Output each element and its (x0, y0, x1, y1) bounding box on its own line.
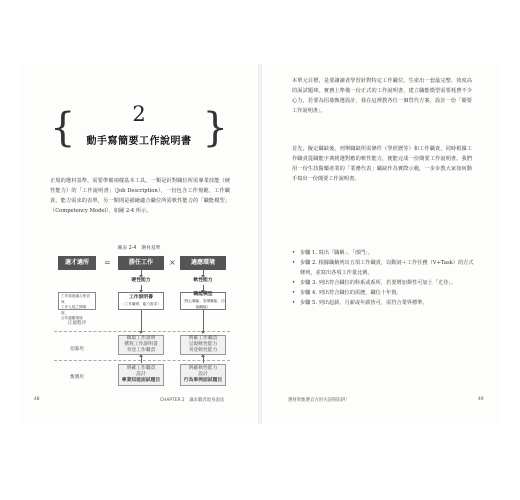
step-item: • 步驟 1. 寫出「職稱」、「部門」。 (292, 248, 476, 258)
step-item: • 步驟 2. 根據職稱列出五項工作職責，以動詞＋工作任務（V+Task）的方式條列，並寫出各項工作量比例。 (292, 258, 476, 278)
hire-job-box (118, 364, 164, 386)
hire-soft-line: 設計 (198, 372, 208, 377)
right-person-right-job-box: 適才適所 (58, 256, 96, 270)
step-item: • 步驟 3. 列出符合職位的科系或系所，若要增加彈性可加上「尤佳」。 (292, 278, 476, 288)
left-page (20, 64, 258, 424)
left-page-number: 48 (34, 397, 40, 402)
row-label-formal: 正規程序 (67, 321, 87, 326)
arrow-up-icon (203, 356, 204, 363)
left-running-head: CHAPTER 2 讓求職者現身說法 (160, 398, 225, 403)
method-paragraph: 首先，擬定職缺後，列舉職缺所需條件（學經歷等）和工作職責，同時根據工作職責從職能字典挑選對應的軟性能力，便能完成一份簡要工作說明書。我們用一份生技醫藥產業的「業務代表」職缺作為實際示範，一步步教大家如何動手寫出一份簡要工作說明書。 (292, 146, 472, 182)
hire-job-line: 專業知能面試題目 (121, 378, 161, 383)
job-description-title: 工作說明書 (129, 295, 153, 300)
hire-job-line: 設計 (136, 372, 146, 377)
arrow-down-icon (203, 285, 204, 291)
right-page-number: 49 (478, 397, 484, 402)
selection-criteria-diagram (54, 252, 230, 392)
times-sign: × (169, 258, 176, 267)
recruit-job-line: 撰寫工作說明書 (124, 342, 158, 347)
hire-soft-box (180, 364, 226, 386)
recruit-job-box (118, 335, 164, 355)
recruit-soft-line: 呈現軟性能力 (188, 342, 218, 347)
arrow-down-icon (203, 270, 204, 276)
recruit-soft-line: 刊登軟性能力 (188, 348, 218, 353)
intro-paragraph: 正規的選材基準，需要準備兩樣基本工具。一類是針對職位所需專業技能（硬性能力）的「工作說明書」（Job Description），一份包含工作規範、工作職責、能力需求的表單，另一類則是描繪適合職位所需軟性能力的「職能模型」（Competency Model），如圖 2-4 所示。 (50, 178, 230, 214)
right-running-head: 選材與甄選官方的失誤與陷阱！ (288, 398, 350, 403)
chapter-title: 動手寫簡要工作說明書 (86, 136, 192, 147)
recruit-job-line: 刊登工作職責 (126, 348, 156, 353)
step-item: • 步驟 4. 列出符合職位的需歷，職位十年資。 (292, 288, 476, 298)
right-brace-ornament: } (202, 105, 228, 151)
arrow-down-icon (141, 285, 142, 291)
steps-list (292, 248, 476, 308)
competency-model-title: 職能模型 (193, 292, 213, 297)
note-line: 工作人員之間環境、 (61, 305, 87, 315)
environment-fit-box: 適應環境 (180, 256, 226, 270)
hire-job-line: 明確工作職責 (126, 366, 156, 371)
job-description-sub: （工作職責、能力需求） (121, 302, 161, 306)
soft-skills-label: 軟性能力 (193, 278, 213, 283)
chapter-number: 2 (132, 102, 146, 126)
recruit-soft-box (180, 335, 226, 355)
objective-paragraph: 本單元目標，是要讓讀者學習針對特定工作職位，生產出一套最完整、效度高的面試題庫。實務上準備一份正式的工作說明書，建立職能模型需要耗費不少心力，若要為招募甄選設計，我在這裡教各位一個替代方案，設計一份「簡要工作說明書」。 (292, 78, 472, 114)
right-page (262, 64, 500, 424)
book-spread (20, 64, 500, 424)
arrow-down-icon (141, 270, 142, 276)
row-label-recruit: 招募用 (70, 347, 84, 352)
arrow-up-icon (141, 356, 142, 363)
equals-sign: = (104, 258, 111, 267)
figure-caption: 圖表 2-4 選材基準 (117, 246, 161, 251)
recruit-job-line: 擷取工作說明 (126, 336, 156, 341)
recruit-soft-line: 明確工作職責 (188, 336, 218, 341)
hire-soft-line: 行為事例面試題目 (183, 378, 223, 383)
note-line: 工作環境適合度須與 (61, 294, 90, 304)
job-competence-box: 勝任工作 (118, 256, 164, 270)
competency-model-sub: （核心職能、管理職能、功能職能） (181, 299, 225, 309)
step-item: • 步驟 5. 列出起薪、月薪或年薪皆可，需符合業界標準。 (292, 298, 476, 308)
row-label-hire: 甄選用 (70, 375, 84, 380)
arrow-down-icon (141, 310, 142, 332)
hard-skills-label: 硬性能力 (131, 278, 151, 283)
chapter-header (50, 100, 228, 158)
hire-soft-line: 明確軟性能力 (188, 366, 218, 371)
competency-model-box (180, 292, 226, 310)
left-brace-ornament: { (50, 105, 76, 151)
note-box (58, 292, 96, 320)
note-line: 合作適應環境 (61, 316, 83, 320)
job-description-box (118, 292, 164, 310)
arrow-down-icon (203, 310, 204, 332)
